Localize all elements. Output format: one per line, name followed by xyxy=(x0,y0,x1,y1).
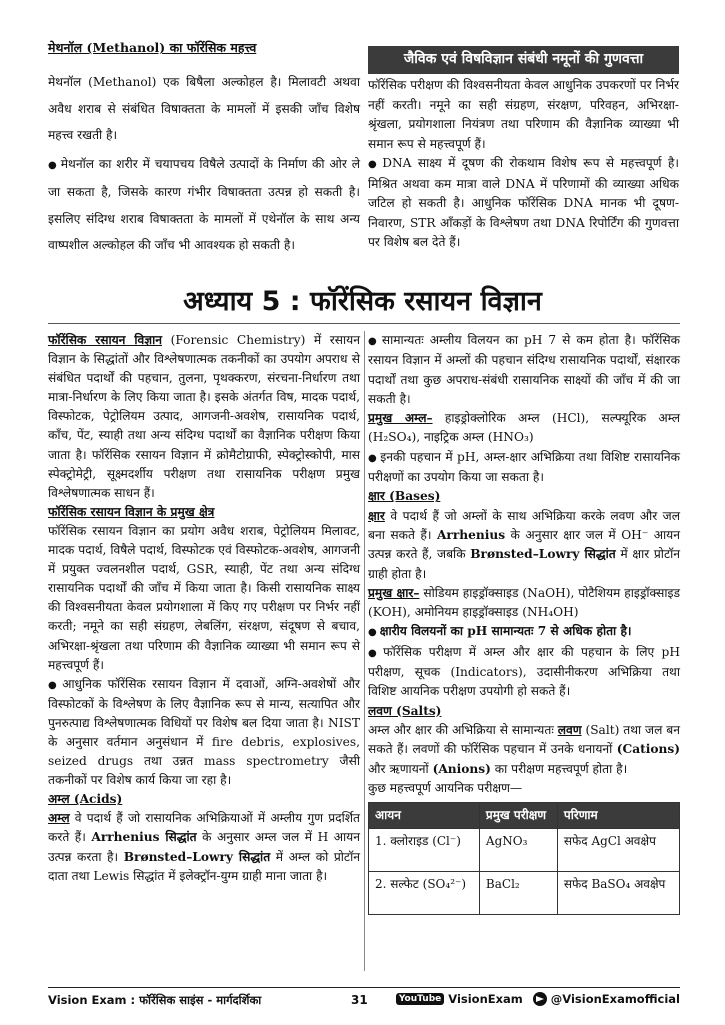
left-column xyxy=(48,331,360,886)
bronsted-lowry-base: Brønsted–Lowry सिद्धांत xyxy=(470,547,616,562)
main-acids-label: प्रमुख अम्ल– xyxy=(368,411,433,426)
acids-text-3: में अम्ल को प्रोटॉन दाता तथा Lewis सिद्धांत में इलेक्ट्रॉन-युग्म ग्राही माना जाता है। xyxy=(48,849,360,883)
methanol-heading: मेथनॉल (Methanol) का फॉरेंसिक महत्त्व xyxy=(48,40,257,55)
acids-text-2: के अनुसार अम्ल जल में H आयन उत्पन्न करता है। xyxy=(48,830,360,864)
acid-ph-text: सामान्यतः अम्लीय विलयन का pH 7 से कम होता है। फॉरेंसिक रसायन विज्ञान में अम्लों की पहचान संदिग्ध रासायनिक पदार्थों, संक्षारक पदार्थों तथा कुछ अपराध-संबंधी रासायनिक साक्ष्यों की जाँच में की जा सकती है। xyxy=(368,333,680,406)
acids-heading: अम्ल (Acids) xyxy=(48,792,123,807)
salts-text-1: अम्ल और क्षार की अभिक्रिया से सामान्यतः xyxy=(368,722,558,737)
intro-text: (Forensic Chemistry) में रसायन विज्ञान के सिद्धांतों और विश्लेषणात्मक तकनीकों का उपयोग अपराध से संबंधित पदार्थों की पहचान, तुलना, पृथक्करण, संरचना-निर्धारण तथा मात्रा-निर्धारण के लिए किया जाता है। इसके अंतर्गत विष, मादक पदार्थ, विस्फोटक, पेट्रोलियम उत्पाद, आगजनी-अवशेष, रासायनिक पदार्थ, काँच, पेंट, स्याही तथा अन्य संदिग्ध पदार्थों का वैज्ञानिक परीक्षण किया जाता है। फॉरेंसिक रसायन विज्ञान में क्रोमैटोग्राफी, स्पेक्ट्रोस्कोपी, मास स्पेक्ट्रोमेट्री, सूक्ष्मदर्शीय परीक्षण तथा रासायनिक परीक्षण प्रमुख विश्लेषणात्मक साधन हैं। xyxy=(48,333,360,500)
table-header: प्रमुख परीक्षण xyxy=(479,803,557,829)
base-term: क्षार xyxy=(368,508,385,523)
table-cell: सफेद AgCl अवक्षेप xyxy=(557,829,679,872)
column-divider xyxy=(364,331,365,971)
acids-paragraph xyxy=(48,809,360,885)
table-row xyxy=(369,829,680,872)
youtube-channel: VisionExam xyxy=(448,992,523,1006)
acid-term: अम्ल xyxy=(48,811,70,826)
acid-identification-text: इनकी पहचान में pH, अम्ल-क्षार अभिक्रिया तथा विशिष्ट रासायनिक परीक्षणों का उपयोग किया जा सकता है। xyxy=(368,449,680,485)
bases-text-1: वे पदार्थ हैं जो अम्लों के साथ अभिक्रिया करके लवण और जल बना सकते हैं। xyxy=(368,508,680,542)
anions-term: (Anions) xyxy=(432,761,491,776)
cations-term: (Cations) xyxy=(616,742,680,757)
telegram-icon xyxy=(533,992,547,1006)
ionic-tests-intro: कुछ महत्त्वपूर्ण आयनिक परीक्षण— xyxy=(368,780,523,795)
methanol-section xyxy=(48,38,360,261)
footer-book-title: Vision Exam : फॉरेंसिक साइंस - मार्गदर्शिका xyxy=(48,993,262,1007)
main-bases-label: प्रमुख क्षार– xyxy=(368,585,420,600)
bases-text-3: में क्षार प्रोटॉन ग्राही होता है। xyxy=(368,547,681,581)
bases-identification-text: फॉरेंसिक परीक्षण में अम्ल और क्षार की पहचान के लिए pH परीक्षण, सूचक (Indicators), उदासीनीकरण अभिक्रिया तथा विशिष्ट आयनिक परीक्षण उपयोगी हो सकते हैं। xyxy=(368,644,680,699)
bases-ph-text: क्षारीय विलयनों का pH सामान्यतः 7 से अधिक होता है। xyxy=(379,624,632,639)
table-cell: BaCl₂ xyxy=(479,872,557,915)
page-footer xyxy=(48,987,680,1011)
major-areas-paragraph-1: फॉरेंसिक रसायन विज्ञान का प्रयोग अवैध शराब, पेट्रोलियम मिलावट, मादक पदार्थ, विषैले पदार्थ, विस्फोटक एवं विस्फोटक-अवशेष, आगजनी में प्रयुक्त ज्वलनशील पदार्थ, GSR, स्याही, पेंट तथा अन्य संदिग्ध रासायनिक पदार्थों की जाँच में किया जाता है। किसी रासायनिक साक्ष्य की विश्वसनीयता केवल प्रयोगशाला में किए गए परीक्षण पर निर्भर नहीं करती; नमूने का सही संग्रहण, लेबलिंग, संरक्षण, संदूषण से बचाव, अभिरक्षा-श्रृंखला तथा परिणाम की वैज्ञानिक व्याख्या भी समान रूप से महत्त्वपूर्ण हैं। xyxy=(48,523,360,672)
chapter-divider xyxy=(48,323,680,324)
bases-paragraph xyxy=(368,507,680,584)
biological-paragraph-1: फॉरेंसिक परीक्षण की विश्वसनीयता केवल आधुनिक उपकरणों पर निर्भर नहीं करती। नमूने का सही संग्रहण, संरक्षण, परिवहन, अभिरक्षा-श्रृंखला, प्रयोगशाला नियंत्रण तथा परिणाम की वैज्ञानिक व्याख्या भी समान रूप से महत्त्वपूर्ण हैं। xyxy=(368,78,679,151)
biological-paragraph-2 xyxy=(368,154,679,253)
salts-paragraph xyxy=(368,721,680,779)
main-acids-paragraph xyxy=(368,409,680,448)
bases-ph-paragraph xyxy=(368,622,680,642)
page-number: 31 xyxy=(351,993,368,1007)
main-bases-paragraph xyxy=(368,584,680,623)
arrhenius-base: Arrhenius xyxy=(436,527,506,542)
table-header: आयन xyxy=(369,803,480,829)
biological-quality-section xyxy=(368,46,679,253)
footer-social xyxy=(396,992,680,1006)
salts-text-4: का परीक्षण महत्त्वपूर्ण होता है। xyxy=(490,761,628,776)
biological-quality-body xyxy=(368,74,679,253)
forensic-chemistry-term: फॉरेंसिक रसायन विज्ञान xyxy=(48,333,163,347)
acid-ph-paragraph xyxy=(368,331,680,409)
table-row xyxy=(369,872,680,915)
main-bases-text: सोडियम हाइड्रॉक्साइड (NaOH), पोटैशियम हाइड्रॉक्साइड (KOH), अमोनियम हाइड्रॉक्साइड (NH₄OH) xyxy=(368,585,680,620)
bases-text-2: के अनुसार क्षार जल में OH⁻ आयन उत्पन्न करते हैं, जबकि xyxy=(368,527,681,562)
table-cell: सफेद BaSO₄ अवक्षेप xyxy=(557,872,679,915)
salt-term: लवण xyxy=(557,722,582,737)
salts-text-2: (Salt) तथा जल बन सकते हैं। लवणों की फॉरेंसिक पहचान में उनके धनायनों xyxy=(368,722,680,757)
table-cell: AgNO₃ xyxy=(479,829,557,872)
methanol-paragraph-2 xyxy=(48,151,360,259)
major-areas-paragraph-2 xyxy=(48,675,360,791)
acids-text-1: वे पदार्थ हैं जो रासायनिक अभिक्रियाओं में अम्लीय गुण प्रदर्शित करते हैं। xyxy=(48,811,360,845)
bases-heading: क्षार (Bases) xyxy=(368,489,441,504)
salts-text-3: और ऋणायनों xyxy=(368,761,433,776)
acid-identification-paragraph xyxy=(368,448,680,488)
footer-divider xyxy=(48,987,680,988)
intro-paragraph xyxy=(48,331,360,503)
table-cell: 1. क्लोराइड (Cl⁻) xyxy=(369,829,480,872)
major-areas-heading: फॉरेंसिक रसायन विज्ञान के प्रमुख क्षेत्र xyxy=(48,504,215,519)
biological-paragraph-2-text: DNA साक्ष्य में दूषण की रोकथाम विशेष रूप से महत्त्वपूर्ण है। मिश्रित अथवा कम मात्रा वाले DNA में परिणामों की व्याख्या अधिक जटिल हो सकती है। आधुनिक फॉरेंसिक DNA मानक भी दूषण-निवारण, STR आँकड़ों के विश्लेषण तथा DNA रिपोर्टिंग की गुणवत्ता पर विशेष बल देते हैं। xyxy=(368,156,679,249)
telegram-handle: @VisionExamofficial xyxy=(550,992,680,1006)
ionic-tests-table xyxy=(368,802,680,915)
chapter-title: अध्याय 5 : फॉरेंसिक रसायन विज्ञान xyxy=(183,286,542,317)
bronsted-lowry-theory: Brønsted–Lowry सिद्धांत xyxy=(123,849,271,864)
table-header: परिणाम xyxy=(557,803,679,829)
biological-quality-heading: जैविक एवं विषविज्ञान संबंधी नमूनों की गुणवत्ता xyxy=(368,46,679,74)
youtube-icon: YouTube xyxy=(396,993,444,1005)
table-cell: 2. सल्फेट (SO₄²⁻) xyxy=(369,872,480,915)
right-column xyxy=(368,331,680,915)
methanol-paragraph-1: मेथनॉल (Methanol) एक बिषैला अल्कोहल है। मिलावटी अथवा अवैध शराब से संबंधित विषाक्तता के मामलों में इसकी जाँच विशेष महत्त्व रखती है। xyxy=(48,75,360,142)
salts-heading: लवण (Salts) xyxy=(368,703,442,718)
major-areas-paragraph-2-text: आधुनिक फॉरेंसिक रसायन विज्ञान में दवाओं, अग्नि-अवशेषों और विस्फोटकों के विश्लेषण के लिए वैज्ञानिक रूप से मान्य, सत्यापित और पुनरुत्पाद्य विश्लेषणात्मक विधियों पर विशेष बल दिया जाता है। NIST के अनुसार वर्तमान अनुसंधान में fire debris, explosives, seized drugs तथा उन्नत mass spectrometry जैसी तकनीकों पर विशेष कार्य किया जा रहा है। xyxy=(48,676,360,788)
main-acids-text: हाइड्रोक्लोरिक अम्ल (HCl), सल्फ्यूरिक अम्ल (H₂SO₄), नाइट्रिक अम्ल (HNO₃) xyxy=(368,411,680,445)
methanol-paragraph-2-text: मेथनॉल का शरीर में चयापचय विषैले उत्पादों के निर्माण की ओर ले जा सकता है, जिसके कारण गंभीर विषाक्तता उत्पन्न हो सकती है। इसलिए संदिग्ध शराब विषाक्तता के मामलों में एथेनॉल के साथ अन्य वाष्पशील अल्कोहल की जाँच भी आवश्यक हो सकती है। xyxy=(48,156,360,252)
table-header-row xyxy=(369,803,680,829)
bases-identification-paragraph xyxy=(368,643,680,702)
arrhenius-theory: Arrhenius सिद्धांत xyxy=(91,830,197,845)
